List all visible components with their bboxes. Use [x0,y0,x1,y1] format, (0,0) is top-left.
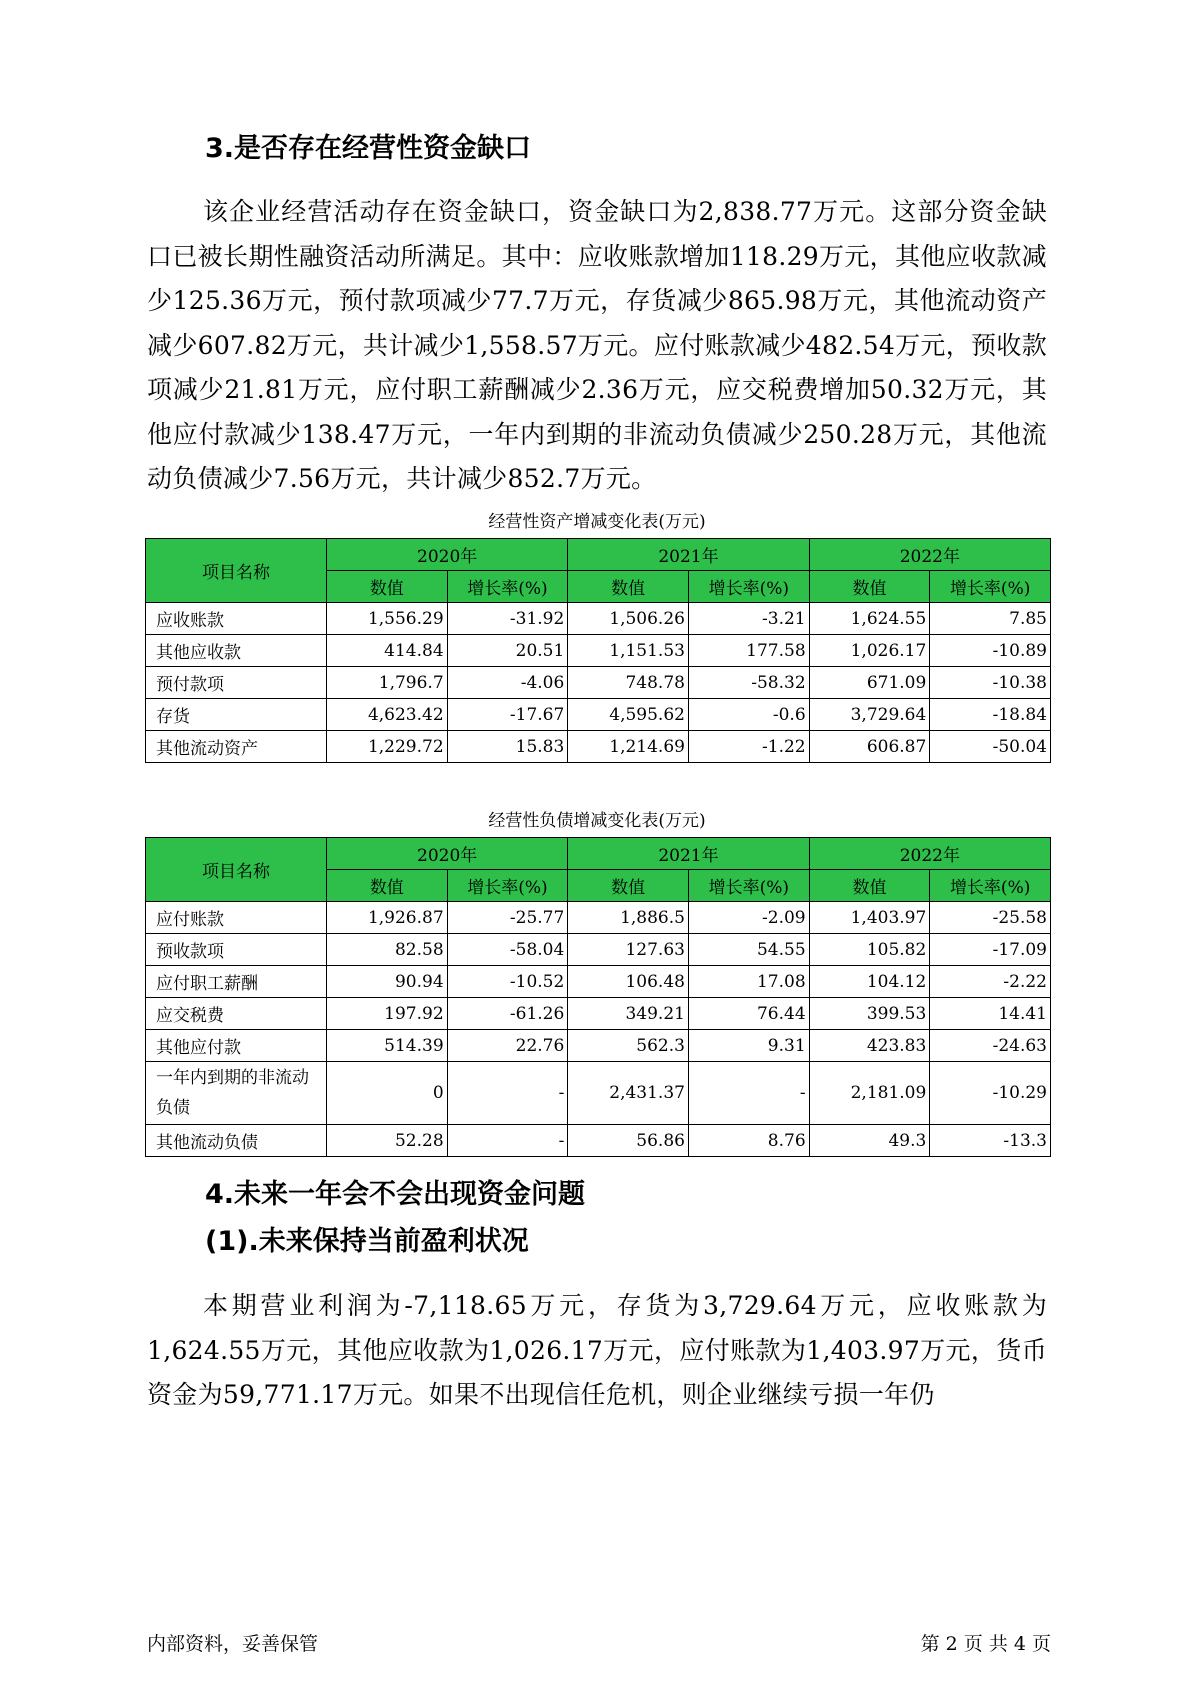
value-cell: 106.48 [568,966,689,998]
value-cell: 514.39 [326,1030,447,1062]
value-cell: 82.58 [326,934,447,966]
value-header: 数值 [568,571,689,603]
growth-cell: 7.85 [930,603,1051,635]
table-row [146,998,1051,1030]
growth-cell: 20.51 [447,635,568,667]
value-cell: 197.92 [326,998,447,1030]
value-cell: 748.78 [568,667,689,699]
value-cell: 104.12 [809,966,930,998]
value-cell: 562.3 [568,1030,689,1062]
value-cell: 90.94 [326,966,447,998]
value-cell: 1,026.17 [809,635,930,667]
value-cell: 1,151.53 [568,635,689,667]
value-cell: 1,214.69 [568,731,689,763]
table-row [146,699,1051,731]
section3-heading: 3.是否存在经营性资金缺口 [205,133,532,164]
growth-header: 增长率(%) [930,870,1051,902]
value-cell: 1,403.97 [809,902,930,934]
growth-cell: 15.83 [447,731,568,763]
liabilities-table-caption: 经营性负债增减变化表(万元) [488,811,706,831]
value-cell: 1,624.55 [809,603,930,635]
growth-cell: -61.26 [447,998,568,1030]
value-cell: 49.3 [809,1125,930,1157]
row-name: 预收款项 [146,934,327,966]
value-header: 数值 [326,571,447,603]
table-row [146,934,1051,966]
growth-cell: 177.58 [688,635,809,667]
value-cell: 349.21 [568,998,689,1030]
assets-table-caption: 经营性资产增减变化表(万元) [488,512,706,532]
growth-cell: - [688,1062,809,1125]
value-cell: 0 [326,1062,447,1125]
growth-cell: -2.22 [930,966,1051,998]
value-cell: 1,556.29 [326,603,447,635]
value-cell: 1,926.87 [326,902,447,934]
row-name: 其他应收款 [146,635,327,667]
growth-header: 增长率(%) [447,571,568,603]
value-cell: 606.87 [809,731,930,763]
table-row [146,1030,1051,1062]
footer-confidential: 内部资料，妥善保管 [147,1633,319,1655]
value-cell: 4,595.62 [568,699,689,731]
row-name: 其他流动负债 [146,1125,327,1157]
year-header: 2022年 [809,838,1050,870]
table-row [146,902,1051,934]
row-name: 应付职工薪酬 [146,966,327,998]
growth-cell: -17.67 [447,699,568,731]
value-cell: 105.82 [809,934,930,966]
liabilities-table [145,837,1051,1157]
growth-header: 增长率(%) [447,870,568,902]
year-header: 2021年 [568,838,809,870]
growth-cell: -10.38 [930,667,1051,699]
section3-paragraph: 该企业经营活动存在资金缺口，资金缺口为2,838.77万元。这部分资金缺口已被长期性融资活动所满足。其中：应收账款增加118.29万元，其他应收款减少125.36万元，预付款项减少77.7万元，存货减少865.98万元，其他流动资产减少607.82万元，共计减少1,558.57万元。应付账款减少482.54万元，预收款项减少21.81万元，应付职工薪酬减少2.36万元，应交税费增加50.32万元，其他应付款减少138.47万元，一年内到期的非流动负债减少250.28万元，其他流动负债减少7.56万元，共计减少852.7万元。 [147,197,1047,493]
growth-cell: -17.09 [930,934,1051,966]
row-name: 应付账款 [146,902,327,934]
growth-cell: 76.44 [688,998,809,1030]
growth-cell: -1.22 [688,731,809,763]
year-header: 2020年 [326,838,567,870]
table-row [146,603,1051,635]
growth-cell: -25.58 [930,902,1051,934]
row-name: 应收账款 [146,603,327,635]
section4-subheading: (1).未来保持当前盈利状况 [205,1226,529,1257]
year-header: 2021年 [568,539,809,571]
growth-cell: 54.55 [688,934,809,966]
growth-cell: 17.08 [688,966,809,998]
name-header: 项目名称 [146,838,327,902]
growth-cell: -10.29 [930,1062,1051,1125]
growth-cell: -10.89 [930,635,1051,667]
growth-header: 增长率(%) [688,571,809,603]
row-name: 一年内到期的非流动负债 [146,1062,327,1125]
growth-cell: -10.52 [447,966,568,998]
value-cell: 671.09 [809,667,930,699]
value-header: 数值 [568,870,689,902]
growth-cell: - [447,1125,568,1157]
growth-cell: -4.06 [447,667,568,699]
growth-cell: -13.3 [930,1125,1051,1157]
table-row [146,1125,1051,1157]
growth-cell: -0.6 [688,699,809,731]
growth-cell: -58.04 [447,934,568,966]
growth-header: 增长率(%) [930,571,1051,603]
year-header: 2020年 [326,539,567,571]
value-cell: 4,623.42 [326,699,447,731]
value-header: 数值 [809,571,930,603]
growth-cell: -3.21 [688,603,809,635]
table-row [146,1062,1051,1125]
value-cell: 1,886.5 [568,902,689,934]
value-cell: 2,181.09 [809,1062,930,1125]
value-cell: 399.53 [809,998,930,1030]
value-header: 数值 [326,870,447,902]
footer-page-number: 第 2 页 共 4 页 [920,1633,1051,1655]
value-cell: 56.86 [568,1125,689,1157]
row-name: 其他应付款 [146,1030,327,1062]
value-header: 数值 [809,870,930,902]
growth-cell: - [447,1062,568,1125]
growth-cell: -58.32 [688,667,809,699]
growth-cell: 8.76 [688,1125,809,1157]
value-cell: 2,431.37 [568,1062,689,1125]
assets-table [145,538,1051,763]
growth-cell: 14.41 [930,998,1051,1030]
growth-cell: -24.63 [930,1030,1051,1062]
value-cell: 127.63 [568,934,689,966]
row-name: 预付款项 [146,667,327,699]
growth-cell: -2.09 [688,902,809,934]
table-row [146,667,1051,699]
row-name: 应交税费 [146,998,327,1030]
value-cell: 52.28 [326,1125,447,1157]
section4-paragraph: 本期营业利润为-7,118.65万元，存货为3,729.64万元，应收账款为1,624.55万元，其他应收款为1,026.17万元，应付账款为1,403.97万元，货币资金为59,771.17万元。如果不出现信任危机，则企业继续亏损一年仍 [147,1291,1047,1409]
growth-header: 增长率(%) [688,870,809,902]
growth-cell: -25.77 [447,902,568,934]
growth-cell: -50.04 [930,731,1051,763]
value-cell: 423.83 [809,1030,930,1062]
table-row [146,731,1051,763]
name-header: 项目名称 [146,539,327,603]
value-cell: 414.84 [326,635,447,667]
table-row [146,966,1051,998]
value-cell: 1,796.7 [326,667,447,699]
section4-heading: 4.未来一年会不会出现资金问题 [205,1179,586,1210]
row-name: 其他流动资产 [146,731,327,763]
growth-cell: -18.84 [930,699,1051,731]
growth-cell: 22.76 [447,1030,568,1062]
value-cell: 1,229.72 [326,731,447,763]
row-name: 存货 [146,699,327,731]
growth-cell: -31.92 [447,603,568,635]
table-row [146,635,1051,667]
value-cell: 1,506.26 [568,603,689,635]
year-header: 2022年 [809,539,1050,571]
value-cell: 3,729.64 [809,699,930,731]
growth-cell: 9.31 [688,1030,809,1062]
